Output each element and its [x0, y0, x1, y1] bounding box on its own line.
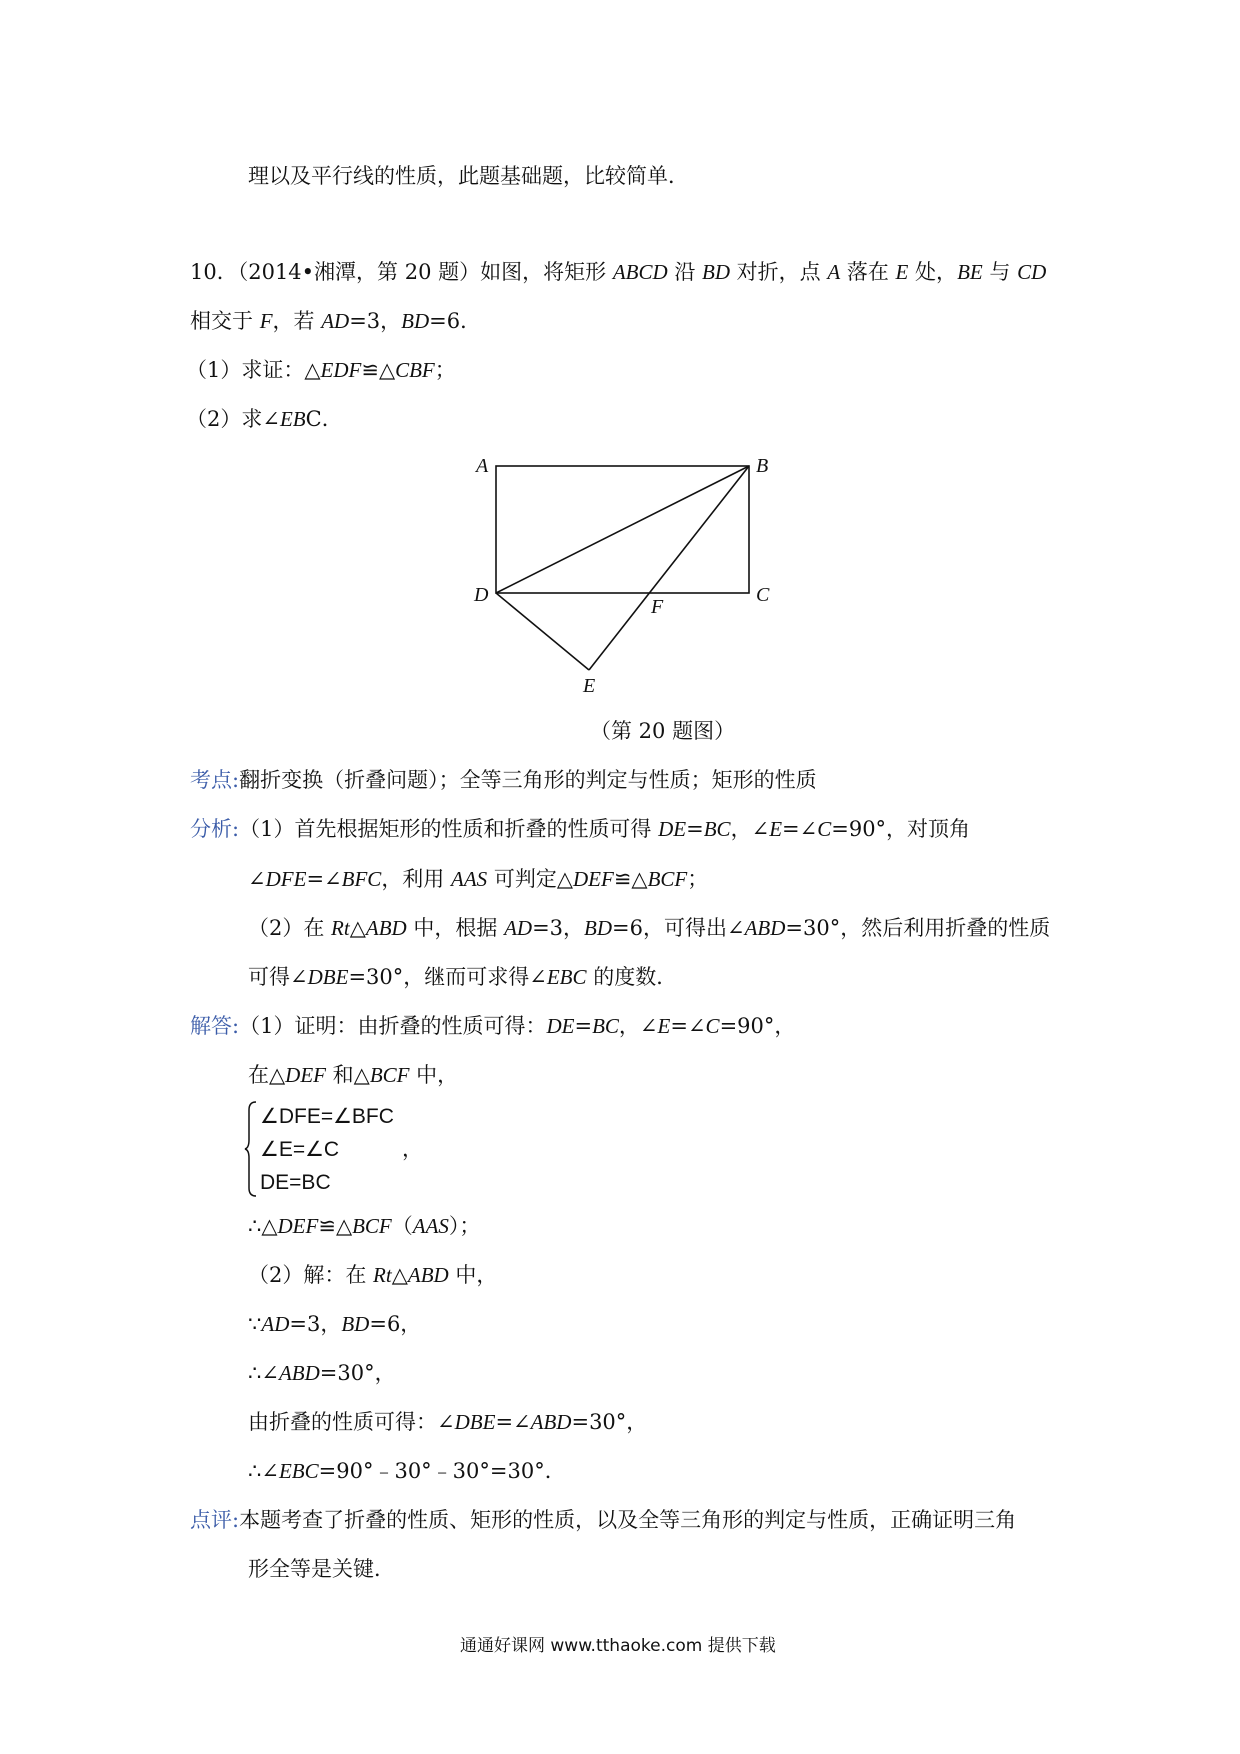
text-run: ）；: [448, 1214, 481, 1238]
text-run: =3，: [289, 1312, 342, 1336]
text-run: 10．（2014•湘潭，第 20 题）如图，将矩形: [190, 260, 613, 284]
jieda-line-3: [248, 1211, 480, 1241]
math-term: E: [769, 817, 783, 841]
math-term: AD: [504, 916, 533, 940]
dianping-row-1: [190, 1505, 1016, 1535]
jieda-line-6: [248, 1358, 396, 1388]
text-run: =6，可得出∠: [612, 916, 745, 940]
text-run: ∴∠: [248, 1361, 279, 1385]
text-run: =30°，然后利用折叠的性质: [785, 916, 1051, 940]
previous-answer-end: 理以及平行线的性质，此题基础题，比较简单．: [248, 164, 689, 188]
text-run: =: [686, 817, 704, 841]
text-run: 和△: [325, 1063, 370, 1087]
system-eq-1: ∠DFE=∠BFC: [260, 1105, 394, 1128]
system-comma: ，: [402, 1138, 423, 1161]
jieda-line-7: [248, 1407, 647, 1437]
text-run: ，∠: [618, 1014, 658, 1038]
text-run: ，若: [272, 309, 322, 333]
math-term: ABD: [365, 916, 407, 940]
text-run: 中，根据: [406, 916, 505, 940]
text-run: =∠: [782, 817, 818, 841]
fenxi-line-3: [248, 913, 1050, 943]
math-term: ABD: [530, 1410, 572, 1434]
text-run: =90°，: [719, 1014, 796, 1038]
text-run: =6．: [429, 309, 482, 333]
math-term: C: [817, 817, 832, 841]
text-run: （1）证明：由折叠的性质可得：: [239, 1014, 547, 1038]
math-term: BCF: [352, 1214, 392, 1238]
math-term: BCF: [369, 1063, 410, 1087]
dianping-label: 点评:: [190, 1508, 240, 1532]
math-term: CBF: [395, 358, 435, 382]
math-term: DE: [658, 817, 687, 841]
math-term: BE: [957, 260, 983, 284]
text-run: =30°，继而可求得∠: [348, 965, 547, 989]
math-term: C: [705, 1014, 720, 1038]
math-term: EBC: [546, 965, 587, 989]
text-run: C．: [305, 407, 343, 431]
fenxi-line-1: [239, 817, 970, 841]
math-term: AAS: [451, 867, 488, 891]
math-term: AD: [321, 309, 350, 333]
text-run: 相交于: [190, 309, 260, 333]
text-run: 可得∠: [248, 965, 308, 989]
text-run: 处，: [908, 260, 958, 284]
math-term: BC: [592, 1014, 619, 1038]
text-run: （1）求证：△: [186, 358, 321, 382]
text-run: ∠: [248, 867, 266, 891]
text-run: （: [391, 1214, 413, 1238]
math-term: AD: [261, 1312, 290, 1336]
jieda-line-5: [248, 1309, 421, 1339]
math-term: DBE: [307, 965, 349, 989]
math-term: A: [827, 260, 841, 284]
text-run: =6，: [369, 1312, 422, 1336]
math-term: BFC: [341, 867, 382, 891]
math-term: ABD: [744, 916, 786, 940]
text-run: =3，: [532, 916, 585, 940]
diagonal-bd: [496, 466, 749, 593]
text-run: =∠: [670, 1014, 706, 1038]
text-run: =: [574, 1014, 593, 1038]
segment-be: [589, 466, 749, 670]
label-c: C: [756, 584, 770, 606]
text-run: =3，: [349, 309, 402, 333]
math-term: DFE: [265, 867, 307, 891]
page-footer: 通通好课网 www.tthaoke.com 提供下载: [460, 1636, 776, 1656]
jieda-row-1: [190, 1011, 795, 1041]
math-term: EBC: [278, 1459, 319, 1483]
math-term: E: [657, 1014, 671, 1038]
text-run: 在△: [248, 1063, 286, 1087]
jieda-line-2: [248, 1060, 458, 1090]
math-term: DEF: [572, 867, 614, 891]
system-eq-2: ∠E=∠C: [260, 1138, 340, 1161]
text-run: △: [391, 1263, 408, 1287]
text-run: （2）解：在: [248, 1263, 374, 1287]
dianping-line-2: 形全等是关键．: [248, 1557, 395, 1581]
dianping-line-1: 本题考查了折叠的性质、矩形的性质，以及全等三角形的判定与性质，正确证明三角: [239, 1508, 1017, 1532]
text-run: =∠: [495, 1410, 531, 1434]
text-run: ∴△: [248, 1214, 278, 1238]
jieda-line-4: [248, 1260, 497, 1290]
text-run: 落在: [840, 260, 896, 284]
math-term: Rt: [331, 916, 350, 940]
system-brace: [244, 1100, 260, 1198]
text-run: 的度数．: [586, 965, 678, 989]
text-run: ∴∠: [248, 1459, 279, 1483]
math-term: ABD: [278, 1361, 320, 1385]
math-term: BD: [702, 260, 730, 284]
figure-caption: （第 20 题图）: [590, 719, 736, 743]
math-term: DEF: [285, 1063, 326, 1087]
kaodian-label: 考点:: [190, 768, 240, 792]
text-run: 对折，点: [730, 260, 828, 284]
text-run: =90°﹣30°﹣30°=30°．: [318, 1459, 566, 1483]
math-term: BD: [584, 916, 613, 940]
text-run: ；: [434, 358, 456, 382]
text-run: ∵: [248, 1312, 262, 1336]
text-run: =30°，: [319, 1361, 396, 1385]
math-term: AAS: [412, 1214, 449, 1238]
text-run: ≌△: [361, 358, 396, 382]
math-term: BCF: [647, 867, 688, 891]
math-term: F: [259, 309, 273, 333]
math-term: BD: [341, 1312, 370, 1336]
fenxi-line-4: [248, 962, 677, 992]
math-term: Rt: [373, 1263, 392, 1287]
math-term: CD: [1017, 260, 1047, 284]
fenxi-row-1: [190, 814, 970, 844]
jieda-line-1: [239, 1014, 795, 1038]
text-run: =90°，对顶角: [831, 817, 971, 841]
math-term: EB: [279, 407, 306, 431]
kaodian-text: 翻折变换（折叠问题）；全等三角形的判定与性质；矩形的性质: [239, 768, 817, 792]
kaodian-row: [190, 765, 817, 795]
label-a: A: [476, 455, 489, 477]
text-run: （2）求∠: [186, 407, 280, 431]
text-run: ；: [687, 867, 709, 891]
label-f: F: [651, 596, 664, 618]
text-run: ，∠: [730, 817, 770, 841]
text-run: =30°，: [571, 1410, 648, 1434]
math-term: DE: [546, 1014, 575, 1038]
math-term: EDF: [320, 358, 362, 382]
math-term: DEF: [277, 1214, 319, 1238]
label-d: D: [474, 584, 489, 606]
math-term: BC: [703, 817, 731, 841]
math-term: ABCD: [612, 260, 668, 284]
system-eq-3: DE=BC: [260, 1171, 331, 1194]
text-run: =∠: [306, 867, 342, 891]
text-run: （1）首先根据矩形的性质和折叠的性质可得: [239, 817, 659, 841]
text-run: （2）在: [248, 916, 332, 940]
label-e: E: [583, 675, 596, 697]
fenxi-label: 分析:: [190, 817, 240, 841]
text-run: ≌△: [318, 1214, 353, 1238]
segment-de: [496, 593, 589, 670]
text-run: △: [349, 916, 366, 940]
jieda-line-8: [248, 1456, 566, 1486]
math-term: DBE: [454, 1410, 496, 1434]
fenxi-line-2: [248, 864, 708, 894]
text-run: ≌△: [613, 867, 648, 891]
text-run: 中，: [409, 1063, 459, 1087]
text-run: ，利用: [381, 867, 451, 891]
geometry-figure: [0, 0, 1240, 760]
math-term: BD: [401, 309, 430, 333]
text-run: 中，: [448, 1263, 498, 1287]
label-b: B: [756, 455, 769, 477]
math-term: ABD: [407, 1263, 449, 1287]
text-run: 与: [982, 260, 1018, 284]
text-run: 由折叠的性质可得：∠: [248, 1410, 455, 1434]
text-run: 沿: [667, 260, 702, 284]
text-run: 可判定△: [487, 867, 573, 891]
math-term: E: [895, 260, 909, 284]
jieda-label: 解答:: [190, 1014, 240, 1038]
